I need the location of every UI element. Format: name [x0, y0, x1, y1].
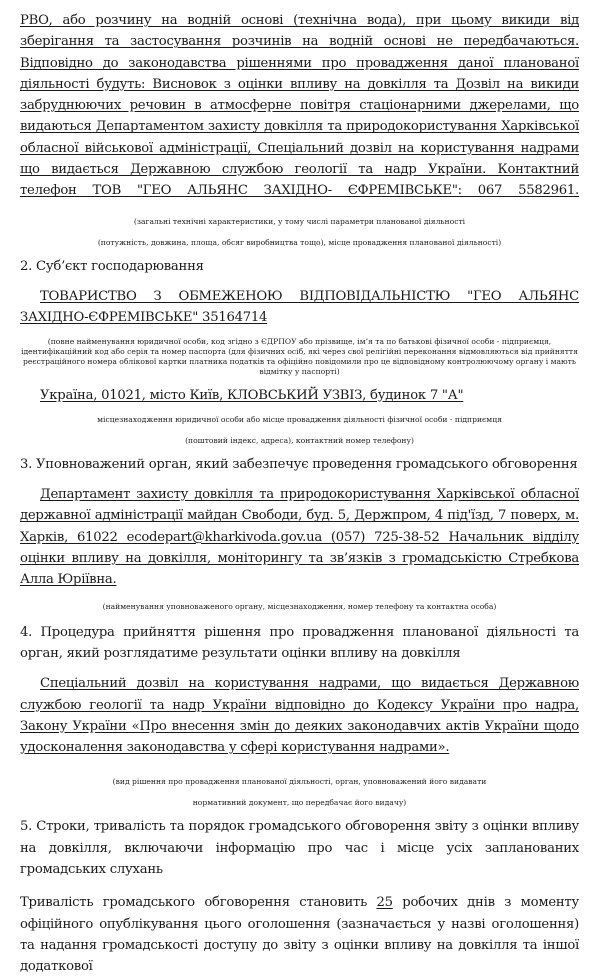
authority-paragraph: Департамент захисту довкілля та природокористування Харківської обласної державної адміністрації майдан Свободи, буд. 5, Держпром, 4 під'їзд, 7 поверх, м. Харків, 61022 ecodepart@kharkivoda.gov.ua (057) 725-38-52 Начальник відділу оцінки впливу на довкілля, моніторингу та зв’язків з громадськістю Стребкова Алла Юріївна.	[20, 487, 579, 588]
authority-caption: (найменування уповноваженого органу, місцезнаходження, номер телефону та контактна особа)	[102, 601, 497, 611]
section4-heading: 4. Процедура прийняття рішення про провадження планованої діяльності та орган, який розглядатиме результати оцінки впливу на довкілля	[20, 624, 579, 661]
continuation-paragraph: РВО, або розчину на водній основі (технічна вода), при цьому викиди від зберігання та застосування розчинів на водній основі не передбачаються. Відповідно до законодавства рішеннями про провадження даної планованої діяльності будуть: Висновок з оцінки впливу на довкілля та Дозвіл на викиди забруднюючих речовин в атмосферне повітря стаціонарними джерелами, що видаються Департаментом захисту довкілля та природокористування Харківської обласної військової адміністрації, Спеціальний дозвіл на користування надрами що видається Державною службою геології та надр України. Контактний телефон ТОВ "ГЕО АЛЬЯНС ЗАХІДНО- ЄФРЕМІВСЬКЕ": 067 5582961.	[20, 13, 579, 199]
decision-caption-1: (вид рішення про провадження планованої діяльності, орган, уповноважений його видавати	[112, 777, 487, 787]
section3-heading: 3. Уповноважений орган, який забезпечує проведення громадського обговорення	[20, 456, 578, 472]
decision-caption-2: нормативний документ, що передбачає його видачу)	[192, 798, 407, 808]
entity-address: Україна, 01021, місто Київ, КЛОВСЬКИЙ УЗВІЗ, будинок 7 "А"	[40, 387, 464, 403]
section1-caption-2: (потужність, довжина, площа, обсяг виробництва тощо), місце провадження планованої діяльності)	[97, 237, 502, 247]
address-caption-2: (поштовий індекс, адреса), контактний номер телефону)	[185, 435, 414, 445]
section1-caption-1: (загальні технічні характеристики, у тому числі параметри планованої діяльності	[133, 216, 466, 226]
entity-name: ТОВАРИСТВО З ОБМЕЖЕНОЮ ВІДПОВІДАЛЬНІСТЮ "ГЕО АЛЬЯНС ЗАХІДНО-ЄФРЕМІВСЬКЕ" 35164714	[20, 288, 579, 326]
section2-heading: 2. Суб’єкт господарювання	[20, 258, 204, 274]
entity-caption: (повне найменування юридичної особи, код згідно з ЄДРПОУ або прізвище, ім’я та по батькові фізичної особи - підприємця, ідентифікаційний код або серія та номер паспорта (для фізичних осіб, які через свої релігійні переконання відмовляються від прийняття реєстраційного номера облікової картки платника податків та офіційно повідомили про це відповідному контролюючому органу і мають відмітку у паспорті)	[21, 336, 578, 376]
section5-heading: 5. Строки, тривалість та порядок громадського обговорення звіту з оцінки впливу на довкілля, включаючи інформацію про час і місце усіх запланованих громадських слухань	[20, 819, 579, 878]
duration-paragraph: Тривалість громадського обговорення становить 25 робочих днів з моменту офіційного опублікування цього оголошення (зазначається у назві оголошення) та надання громадськості доступу до звіту з оцінки впливу на довкілля та іншої додаткової	[20, 895, 579, 975]
decision-paragraph: Спеціальний дозвіл на користування надрами, що видається Державною службою геології та надр України відповідно до Кодексу України про надра, Закону України «Про внесення змін до деяких законодавчих актів України щодо удосконалення законодавства у сфері користування надрами».	[20, 676, 579, 756]
address-caption-1: місцезнаходження юридичної особи або місце провадження діяльності фізичної особи - підприємця	[97, 414, 502, 424]
duration-days: 25	[376, 895, 393, 911]
